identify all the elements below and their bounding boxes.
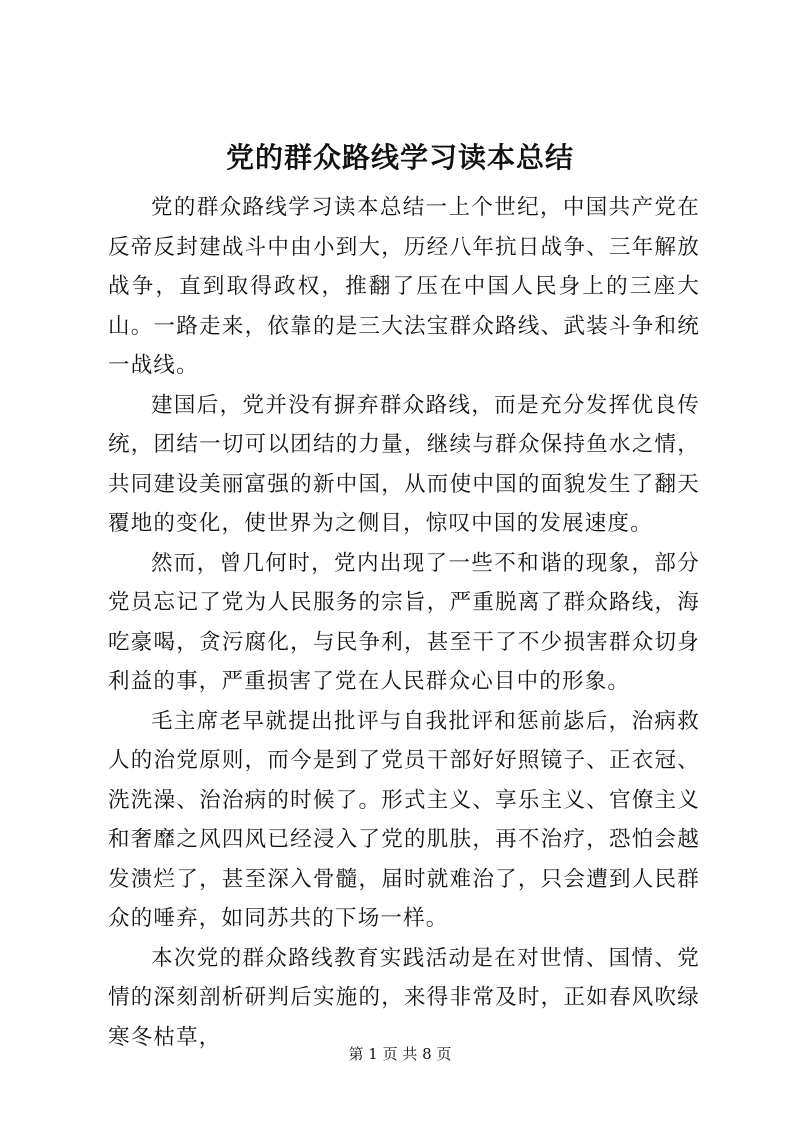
paragraph-3: 然而，曾几何时，党内出现了一些不和谐的现象，部分党员忘记了党为人民服务的宗旨，严重脱离了群众路线，海吃豪喝，贪污腐化，与民争利，甚至干了不少损害群众切身利益的事，严重损害了党在人民群众心目中的形象。	[108, 550, 700, 694]
paragraph-4: 毛主席老早就提出批评与自我批评和惩前毖后，治病救人的治党原则，而今是到了党员干部好好照镜子、正衣冠、洗洗澡、治治病的时候了。形式主义、享乐主义、官僚主义和奢靡之风四风已经浸入了党的肌肤，再不治疗，恐怕会越发溃烂了，甚至深入骨髓，届时就难治了，只会遭到人民群众的唾弃，如同苏共的下场一样。	[108, 708, 700, 931]
page-number-footer: 第 1 页 共 8 页	[348, 1045, 452, 1063]
paragraph-1: 党的群众路线学习读本总结一上个世纪，中国共产党在反帝反封建战斗中由小到大，历经八年抗日战争、三年解放战争，直到取得政权，推翻了压在中国人民身上的三座大山。一路走来，依靠的是三大法宝群众路线、武装斗争和统一战线。	[108, 195, 700, 378]
document-body	[108, 188, 700, 1057]
paragraph-5: 本次党的群众路线教育实践活动是在对世情、国情、党情的深刻剖析研判后实施的，来得非常及时，正如春风吹绿寒冬枯草，	[108, 945, 700, 1050]
paragraph-2: 建国后，党并没有摒弃群众路线，而是充分发挥优良传统，团结一切可以团结的力量，继续与群众保持鱼水之情，共同建设美丽富强的新中国，从而使中国的面貌发生了翻天覆地的变化，使世界为之侧目，惊叹中国的发展速度。	[108, 392, 700, 536]
document-title: 党的群众路线学习读本总结	[225, 141, 574, 174]
